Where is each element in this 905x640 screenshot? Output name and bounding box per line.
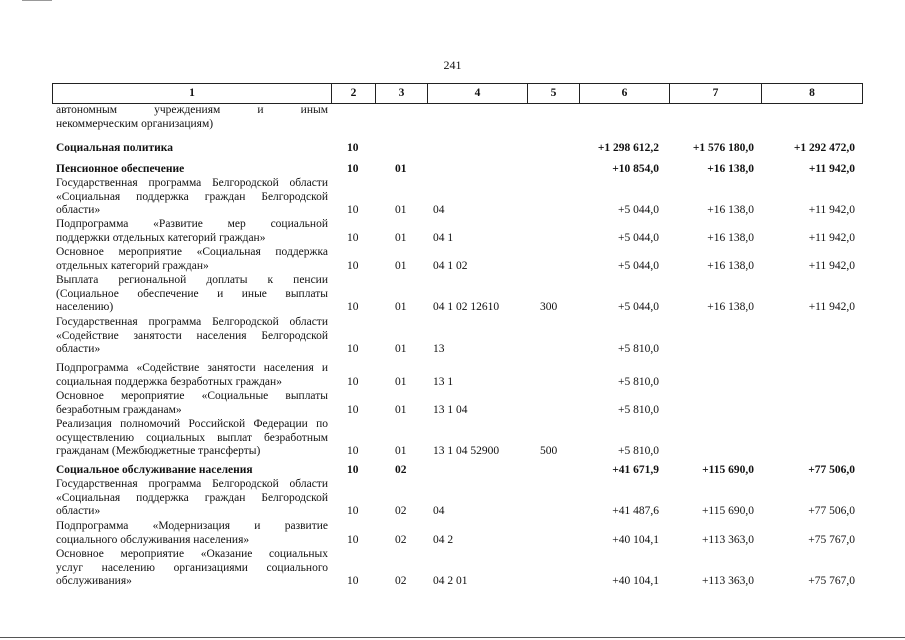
cell-c2: 10 <box>347 464 359 476</box>
row-description <box>56 478 328 519</box>
description-line: Выплата региональной доплаты к пенсии <box>56 274 328 286</box>
header-col-4: 4 <box>427 84 527 103</box>
cell-c4: 13 <box>433 343 445 356</box>
row-description <box>56 362 328 389</box>
cell-c4: 04 1 02 12610 <box>433 301 500 314</box>
row-description <box>56 316 328 357</box>
cell-c2: 10 <box>347 533 359 546</box>
row-description <box>56 548 328 589</box>
cell-c2: 10 <box>347 575 359 588</box>
header-col-5: 5 <box>527 84 579 103</box>
description-line: Основное мероприятие «Социальные выплаты <box>56 390 328 402</box>
header-col-1: 1 <box>189 87 195 99</box>
cell-c3: 01 <box>395 445 407 458</box>
description-line: социального обслуживания населения» <box>56 533 250 546</box>
description-line: Подпрограмма «Развитие мер социальной <box>56 218 328 230</box>
header-col-3: 3 <box>375 84 427 103</box>
description-line: гражданам (Межбюджетные трансферты) <box>56 445 261 458</box>
cell-c2: 10 <box>347 445 359 458</box>
cell-c2: 10 <box>347 301 359 314</box>
cell-c2: 10 <box>347 231 359 244</box>
description-line: безработным гражданам» <box>56 403 182 416</box>
header-col-6: 6 <box>579 84 669 103</box>
header-col-8: 8 <box>761 84 862 103</box>
cell-c3: 01 <box>395 375 407 388</box>
cell-c8: +75 767,0 <box>808 575 855 588</box>
cell-c3: 01 <box>395 301 407 314</box>
header-col-7: 7 <box>669 84 761 103</box>
cell-c8: +1 292 472,0 <box>793 142 855 154</box>
description-line: осуществлению социальных выплат безработным <box>56 431 328 444</box>
cell-c6: +5 044,0 <box>618 259 659 272</box>
cell-c4: 04 1 <box>433 231 454 244</box>
description-line: Основное мероприятие «Оказание социальных <box>56 548 328 560</box>
description-line: Подпрограмма «Модернизация и развитие <box>56 520 328 532</box>
cell-c4: 04 2 <box>433 533 454 546</box>
cell-c3: 01 <box>395 163 407 175</box>
cell-c6: +5 044,0 <box>618 231 659 244</box>
cell-c2: 10 <box>347 505 359 518</box>
row-description <box>56 520 328 547</box>
description-line: Государственная программа Белгородской области <box>56 316 328 328</box>
cell-c6: +41 671,9 <box>612 464 659 476</box>
cell-c8: +11 942,0 <box>808 301 855 314</box>
cell-c8: +11 942,0 <box>808 259 855 272</box>
description-line: социальная поддержка безработных граждан» <box>56 375 282 388</box>
cell-c3: 02 <box>395 464 407 476</box>
description-line: услуг населению организациями социального <box>56 561 328 574</box>
cell-c6: +41 487,6 <box>612 505 659 518</box>
cell-c3: 01 <box>395 403 407 416</box>
row-description <box>56 246 328 273</box>
cell-c3: 01 <box>395 204 407 217</box>
row-description <box>56 390 328 417</box>
cell-c6: +5 044,0 <box>618 301 659 314</box>
cell-c2: 10 <box>347 403 359 416</box>
description-line: области» <box>56 204 101 217</box>
cell-c7: +113 363,0 <box>701 575 754 588</box>
cell-c7: +16 138,0 <box>707 163 754 175</box>
description-line: автономным учреждениям и иным <box>56 104 328 116</box>
header-col-2: 2 <box>331 84 375 103</box>
description-line: отдельных категорий граждан» <box>56 259 209 272</box>
cell-c6: +1 298 612,2 <box>597 142 659 154</box>
cell-c7: +16 138,0 <box>707 231 754 244</box>
cell-c6: +5 810,0 <box>618 445 659 458</box>
description-line: области» <box>56 343 101 356</box>
cell-c4: 13 1 <box>433 375 454 388</box>
cell-c3: 01 <box>395 259 407 272</box>
cell-c2: 10 <box>347 343 359 356</box>
cell-c3: 01 <box>395 231 407 244</box>
description-line: Государственная программа Белгородской области <box>56 478 328 490</box>
description-line: Реализация полномочий Российской Федерации по <box>56 418 328 430</box>
cell-c4: 04 <box>433 505 445 518</box>
cell-c8: +11 942,0 <box>808 163 855 175</box>
description-line: некоммерческим организациям) <box>56 117 214 130</box>
cell-c3: 02 <box>395 505 407 518</box>
description-line: поддержки отдельных категорий граждан» <box>56 231 266 244</box>
description-line: Пенсионное обеспечение <box>56 163 185 175</box>
cell-c3: 02 <box>395 575 407 588</box>
cell-c2: 10 <box>347 142 359 154</box>
cell-c7: +16 138,0 <box>707 259 754 272</box>
cell-c6: +40 104,1 <box>612 575 659 588</box>
cell-c7: +16 138,0 <box>707 301 754 314</box>
row-description <box>56 274 328 315</box>
cell-c6: +10 854,0 <box>612 163 659 175</box>
cell-c3: 02 <box>395 533 407 546</box>
cell-c4: 13 1 04 <box>433 403 468 416</box>
bottom-rule <box>0 637 905 638</box>
cell-c2: 10 <box>347 375 359 388</box>
cell-c7: +115 690,0 <box>701 505 754 518</box>
description-line: Основное мероприятие «Социальная поддержка <box>56 246 328 258</box>
cell-c4: 04 1 02 <box>433 259 468 272</box>
cell-c6: +5 810,0 <box>618 403 659 416</box>
cell-c5: 300 <box>540 301 558 314</box>
row-description <box>56 418 328 459</box>
description-line: Социальная политика <box>56 142 173 154</box>
row-description <box>56 464 328 478</box>
description-line: населению) <box>56 301 114 314</box>
description-line: обслуживания» <box>56 575 132 588</box>
cell-c7: +16 138,0 <box>707 204 754 217</box>
cell-c2: 10 <box>347 204 359 217</box>
cell-c8: +77 506,0 <box>808 505 855 518</box>
cell-c8: +11 942,0 <box>808 204 855 217</box>
cell-c6: +5 810,0 <box>618 343 659 356</box>
cell-c8: +75 767,0 <box>808 533 855 546</box>
row-description <box>56 104 328 131</box>
description-line: (Социальное обеспечение и иные выплаты <box>56 287 328 300</box>
cell-c7: +1 576 180,0 <box>692 142 754 154</box>
cell-c4: 13 1 04 52900 <box>433 445 500 458</box>
description-line: области» <box>56 505 101 518</box>
cell-c7: +113 363,0 <box>701 533 754 546</box>
page-number: 241 <box>443 58 462 72</box>
cell-c3: 01 <box>395 343 407 356</box>
cell-c2: 10 <box>347 259 359 272</box>
cell-c5: 500 <box>540 445 558 458</box>
cell-c6: +5 044,0 <box>618 204 659 217</box>
row-description <box>56 163 328 177</box>
cell-c7: +115 690,0 <box>702 464 754 476</box>
description-line: «Содействие занятости населения Белгородской <box>56 329 328 342</box>
row-description <box>56 218 328 245</box>
description-line: Социальное обслуживание населения <box>56 464 253 476</box>
cell-c8: +11 942,0 <box>808 231 855 244</box>
row-description <box>56 177 328 218</box>
cell-c4: 04 <box>433 204 445 217</box>
description-line: «Социальная поддержка граждан Белгородской <box>56 491 328 504</box>
description-line: Государственная программа Белгородской области <box>56 177 328 189</box>
cell-c4: 04 2 01 <box>433 575 468 588</box>
description-line: Подпрограмма «Содействие занятости населения и <box>56 362 328 374</box>
row-description <box>56 142 328 156</box>
cell-c6: +5 810,0 <box>618 375 659 388</box>
cell-c8: +77 506,0 <box>808 464 855 476</box>
cell-c2: 10 <box>347 163 359 175</box>
cell-c6: +40 104,1 <box>612 533 659 546</box>
description-line: «Социальная поддержка граждан Белгородской <box>56 190 328 203</box>
